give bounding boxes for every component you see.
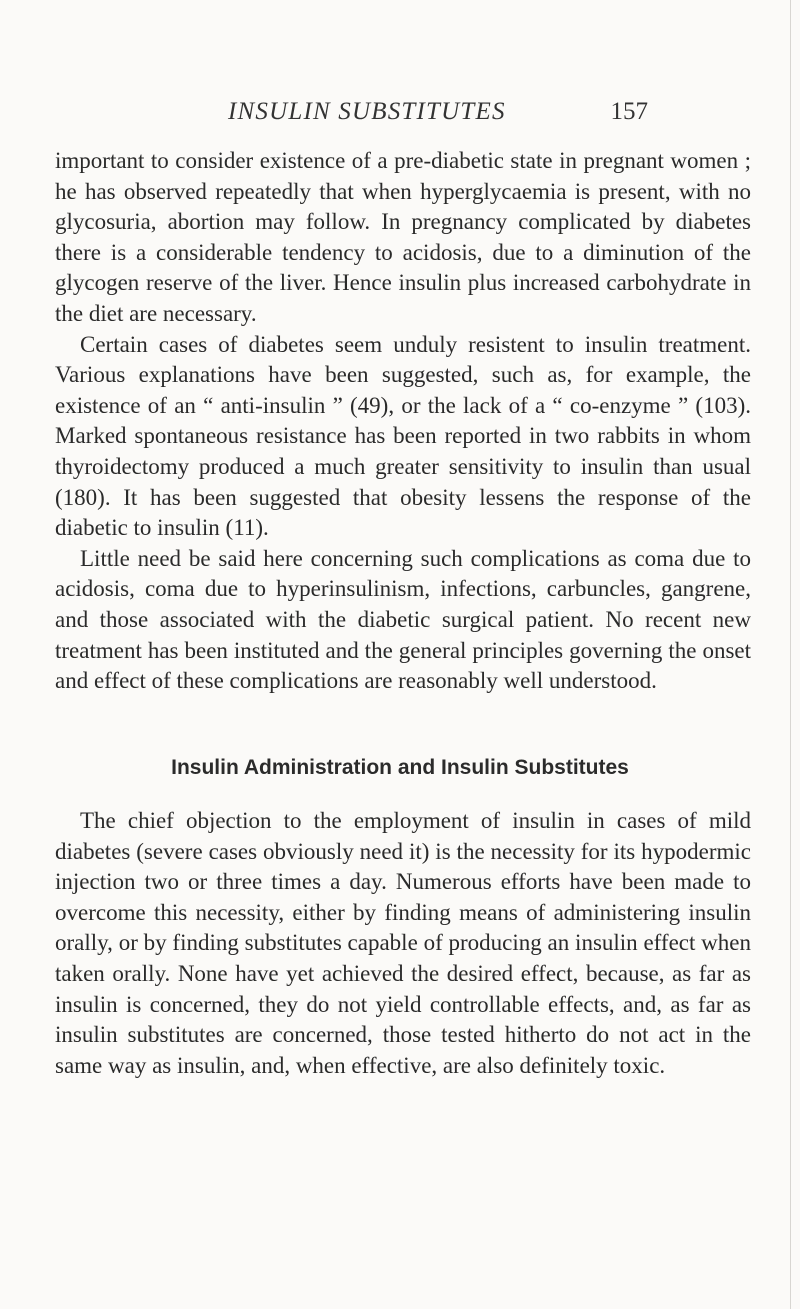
section-heading: Insulin Administration and Insulin Substitutes [171, 756, 629, 779]
page-header [228, 98, 648, 138]
body-text-before-heading [55, 146, 751, 697]
paragraph: The chief objection to the employment of insulin in cases of mild diabetes (severe cases obviously need it) is the necessity for its hypodermic injection two or three times a day. Numerous efforts have been made to overcome this necessity, either by finding means of administering insulin orally, or by finding substitutes capable of producing an insulin effect when taken orally. None have yet achieved the desired effect, because, as far as insulin is concerned, they do not yield controllable effects, and, as far as insulin substitutes are concerned, those tested hitherto do not act in the same way as insulin, and, when effective, are also definitely toxic. [55, 808, 751, 1078]
paragraph: important to consider existence of a pre-diabetic state in pregnant women ; he has observed repeatedly that when hyperglycaemia is present, with no glycosuria, abortion may follow. In pregnancy complicated by diabetes there is a considerable tendency to acidosis, due to a diminution of the glycogen reserve of the liver. Hence insulin plus increased carbohydrate in the diet are necessary. [55, 148, 751, 326]
page-edge-line [790, 0, 791, 1309]
page-number: 157 [610, 98, 648, 125]
paragraph: Certain cases of diabetes seem unduly resistent to insulin treatment. Various explanations have been suggested, such as, for example, the existence of an “ anti-insulin ” (49), or the lack of a “ co-enzyme ” (103). Marked spontaneous resistance has been reported in two rabbits in whom thyroidectomy produced a much greater sensitivity to insulin than usual (180). It has been suggested that obesity lessens the response of the diabetic to insulin (11). [55, 331, 751, 541]
running-title: INSULIN SUBSTITUTES [228, 98, 506, 125]
paragraph: Little need be said here concerning such complications as coma due to acidosis, coma due to hyperinsulinism, infections, carbuncles, gangrene, and those associated with the diabetic surgical patient. No recent new treatment has been instituted and the general principles governing the onset and effect of these complications are reasonably well understood. [55, 545, 751, 694]
body-text-after-heading [55, 806, 751, 1081]
